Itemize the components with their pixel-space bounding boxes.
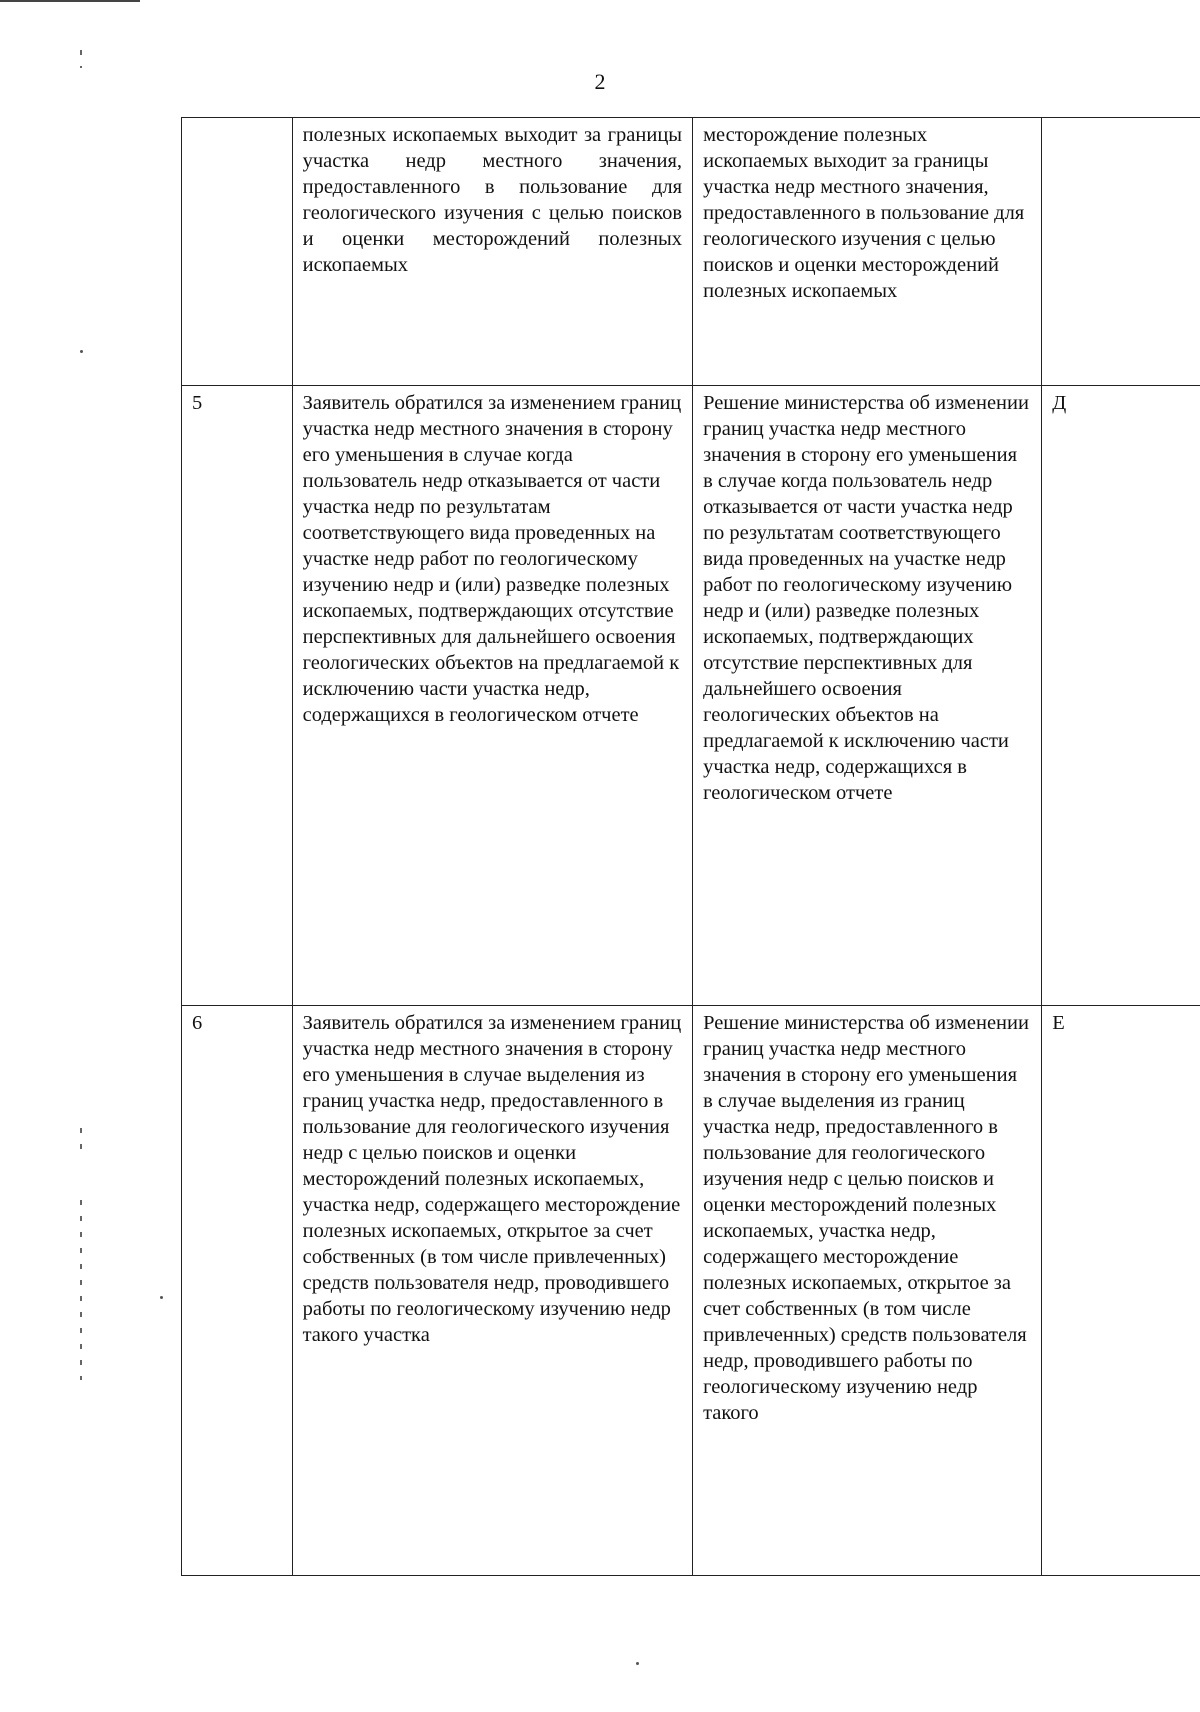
situation-cell: Заявитель обратился за изменением границ участка недр местного значения в сторону его уменьшения в случае выделения из границ участка недр, предоставленного в пользование для геологического изучения недр с целью поисков и оценки месторождений полезных ископаемых, участка недр, содержащего месторождение полезных ископаемых, открытое за счет собственных (в том числе привлеченных) средств пользователя недр, проводившего работы по геологическому изучению недр такого участка: [292, 1006, 692, 1576]
scan-margin-marks: [80, 1128, 82, 1154]
situation-cell: Заявитель обратился за изменением границ участка недр местного значения в сторону его уменьшения в случае когда пользователь недр отказывается от части участка недр по результатам соответствующего вида проведенных на участке недр работ по геологическому изучению недр и (или) разведке полезных ископаемых, подтверждающих отсутствие перспективных для дальнейшего освоения геологических объектов на предлагаемой к исключению части участка недр, содержащихся в геологическом отчете: [292, 386, 692, 1006]
situation-cell: полезных ископаемых выходит за границы участка недр местного значения, предоставленного в пользование для геологического изучения с целью поисков и оценки месторождений полезных ископаемых: [292, 118, 692, 386]
procedure-table: [181, 117, 1200, 1576]
code-cell: [1042, 118, 1200, 386]
code-cell: Е: [1042, 1006, 1200, 1576]
table-row: [182, 118, 1200, 386]
scan-speck: [160, 1296, 163, 1299]
scan-speck: [636, 1662, 639, 1665]
decision-cell: Решение министерства об изменении границ участка недр местного значения в сторону его уменьшения в случае когда пользователь недр отказывается от части участка недр по результатам соответствующего вида проведенных на участке недр работ по геологическому изучению недр и (или) разведке полезных ископаемых, подтверждающих отсутствие перспективных для дальнейшего освоения геологических объектов на предлагаемой к исключению части участка недр, содержащихся в геологическом отчете: [693, 386, 1042, 1006]
table-row: [182, 386, 1200, 1006]
scan-edge-line: [0, 0, 140, 2]
code-cell: Д: [1042, 386, 1200, 1006]
scan-margin-marks: [80, 1200, 82, 1380]
page-number: 2: [594, 69, 606, 94]
scan-margin-marks: [80, 50, 82, 68]
table-row: [182, 1006, 1200, 1576]
scan-speck: [80, 350, 83, 353]
row-number-cell: [182, 118, 293, 386]
decision-cell: Решение министерства об изменении границ участка недр местного значения в сторону его уменьшения в случае выделения из границ участка недр, предоставленного в пользование для геологического изучения недр с целью поисков и оценки месторождений полезных ископаемых, участка недр, содержащего месторождение полезных ископаемых, открытое за счет собственных (в том числе привлеченных) средств пользователя недр, проводившего работы по геологическому изучению недр такого: [693, 1006, 1042, 1576]
decision-cell: месторождение полезных ископаемых выходит за границы участка недр местного значения, предоставленного в пользование для геологического изучения с целью поисков и оценки месторождений полезных ископаемых: [693, 118, 1042, 386]
row-number-cell: 5: [182, 386, 293, 1006]
row-number-cell: 6: [182, 1006, 293, 1576]
